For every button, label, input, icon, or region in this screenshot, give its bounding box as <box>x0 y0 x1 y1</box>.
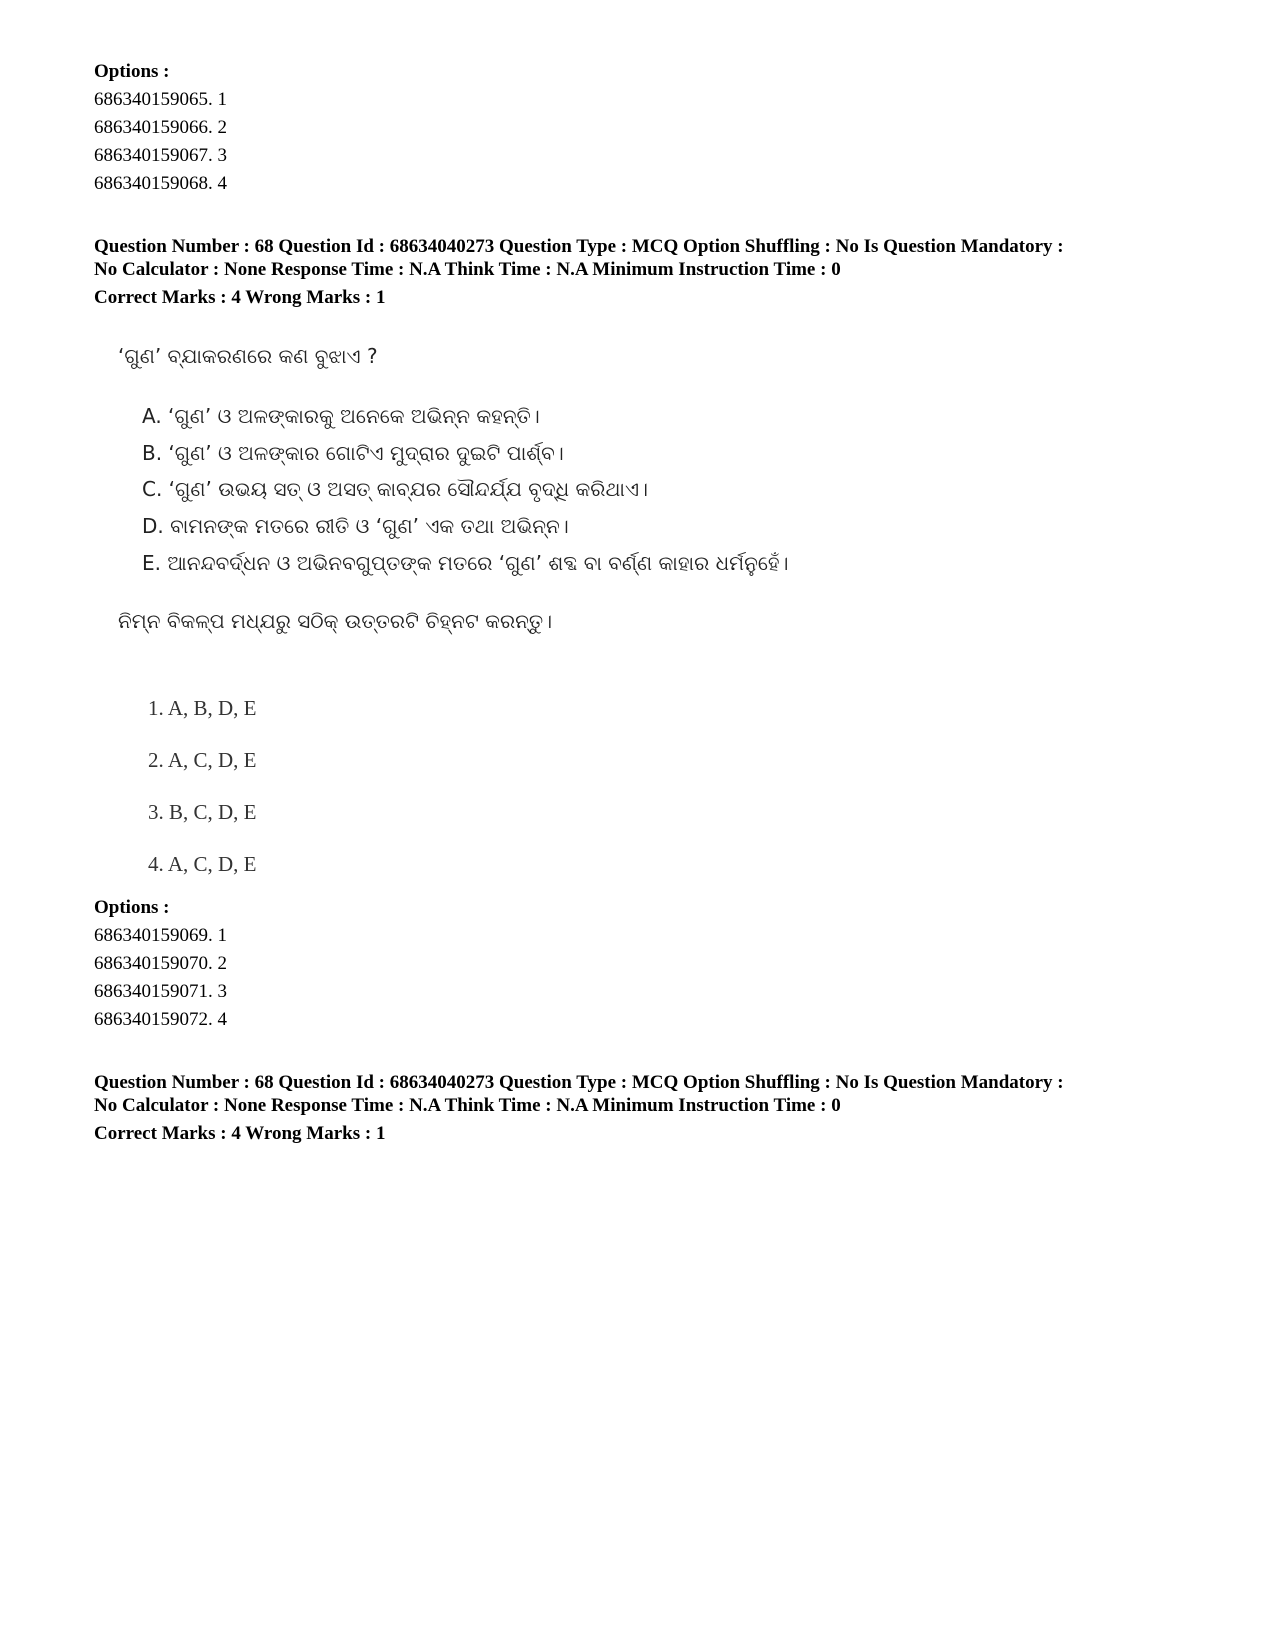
next-meta-line3: Correct Marks : 4 Wrong Marks : 1 <box>94 1123 386 1144</box>
option-id-bottom-3: 686340159071. 3 <box>94 981 227 1002</box>
options-heading-bottom: Options : <box>94 897 170 918</box>
statement-d: D. ବାମନଙ୍କ ମତରେ ରୀତି ଓ ‘ଗୁଣ’ ଏକ ତଥା ଅଭିନ୍ନ। <box>142 514 569 538</box>
answer-choice-2: 2. A, C, D, E <box>148 748 257 772</box>
statement-c: C. ‘ଗୁଣ’ ଉଭୟ ସତ୍ ଓ ଅସତ୍ କାବ୍ଯର ସୌନ୍ଦର୍ଯ୍ଯ ବୃଦ୍ଧି କରିଥାଏ। <box>142 477 649 501</box>
statement-e: E. ଆନନ୍ଦବର୍ଦ୍ଧନ ଓ ଅଭିନବଗୁପ୍ତଙ୍କ ମତରେ ‘ଗୁଣ’ ଶବ୍ଦ ବା ବର୍ଣ୍ଣ କାହାର ଧର୍ମନୁହେଁ। <box>142 551 789 575</box>
answer-choice-1: 1. A, B, D, E <box>148 696 257 720</box>
options-heading-top: Options : <box>94 61 170 82</box>
option-id-top-4: 686340159068. 4 <box>94 173 227 194</box>
option-id-bottom-4: 686340159072. 4 <box>94 1009 227 1030</box>
question-meta-line1: Question Number : 68 Question Id : 68634040273 Question Type : MCQ Option Shuffling : No Is Question Mandatory : <box>94 236 1064 257</box>
answer-choice-4: 4. A, C, D, E <box>148 852 257 876</box>
statement-a: A. ‘ଗୁଣ’ ଓ ଅଳଙ୍କାରକୁ ଅନେକେ ଅଭିନ୍ନ କହନ୍ତି। <box>142 404 540 428</box>
next-meta-line2: No Calculator : None Response Time : N.A Think Time : N.A Minimum Instruction Time : 0 <box>94 1095 841 1116</box>
option-id-bottom-1: 686340159069. 1 <box>94 925 227 946</box>
answer-choice-3: 3. B, C, D, E <box>148 800 257 824</box>
statement-b: B. ‘ଗୁଣ’ ଓ ଅଳଙ୍କାର ଗୋଟିଏ ମୁଦ୍ରାର ଦୁଇଟି ପାର୍ଶ୍ବ। <box>142 441 564 465</box>
option-id-top-3: 686340159067. 3 <box>94 145 227 166</box>
option-id-bottom-2: 686340159070. 2 <box>94 953 227 974</box>
option-id-top-2: 686340159066. 2 <box>94 117 227 138</box>
question-instruction: ନିମ୍ନ ବିକଳ୍ପ ମଧ୍ଯରୁ ସଠିକ୍ ଉତ୍ତରଟି ଚିହ୍ନଟ କରନ୍ତୁ। <box>118 609 553 633</box>
next-meta-line1: Question Number : 68 Question Id : 68634040273 Question Type : MCQ Option Shuffling : No Is Question Mandatory : <box>94 1072 1064 1093</box>
question-meta-line2: No Calculator : None Response Time : N.A Think Time : N.A Minimum Instruction Time : 0 <box>94 259 841 280</box>
option-id-top-1: 686340159065. 1 <box>94 89 227 110</box>
question-prompt: ‘ଗୁଣ’ ବ୍ଯାକରଣରେ କଣ ବୁଝାଏ ? <box>118 344 378 368</box>
question-meta-line3: Correct Marks : 4 Wrong Marks : 1 <box>94 287 386 308</box>
